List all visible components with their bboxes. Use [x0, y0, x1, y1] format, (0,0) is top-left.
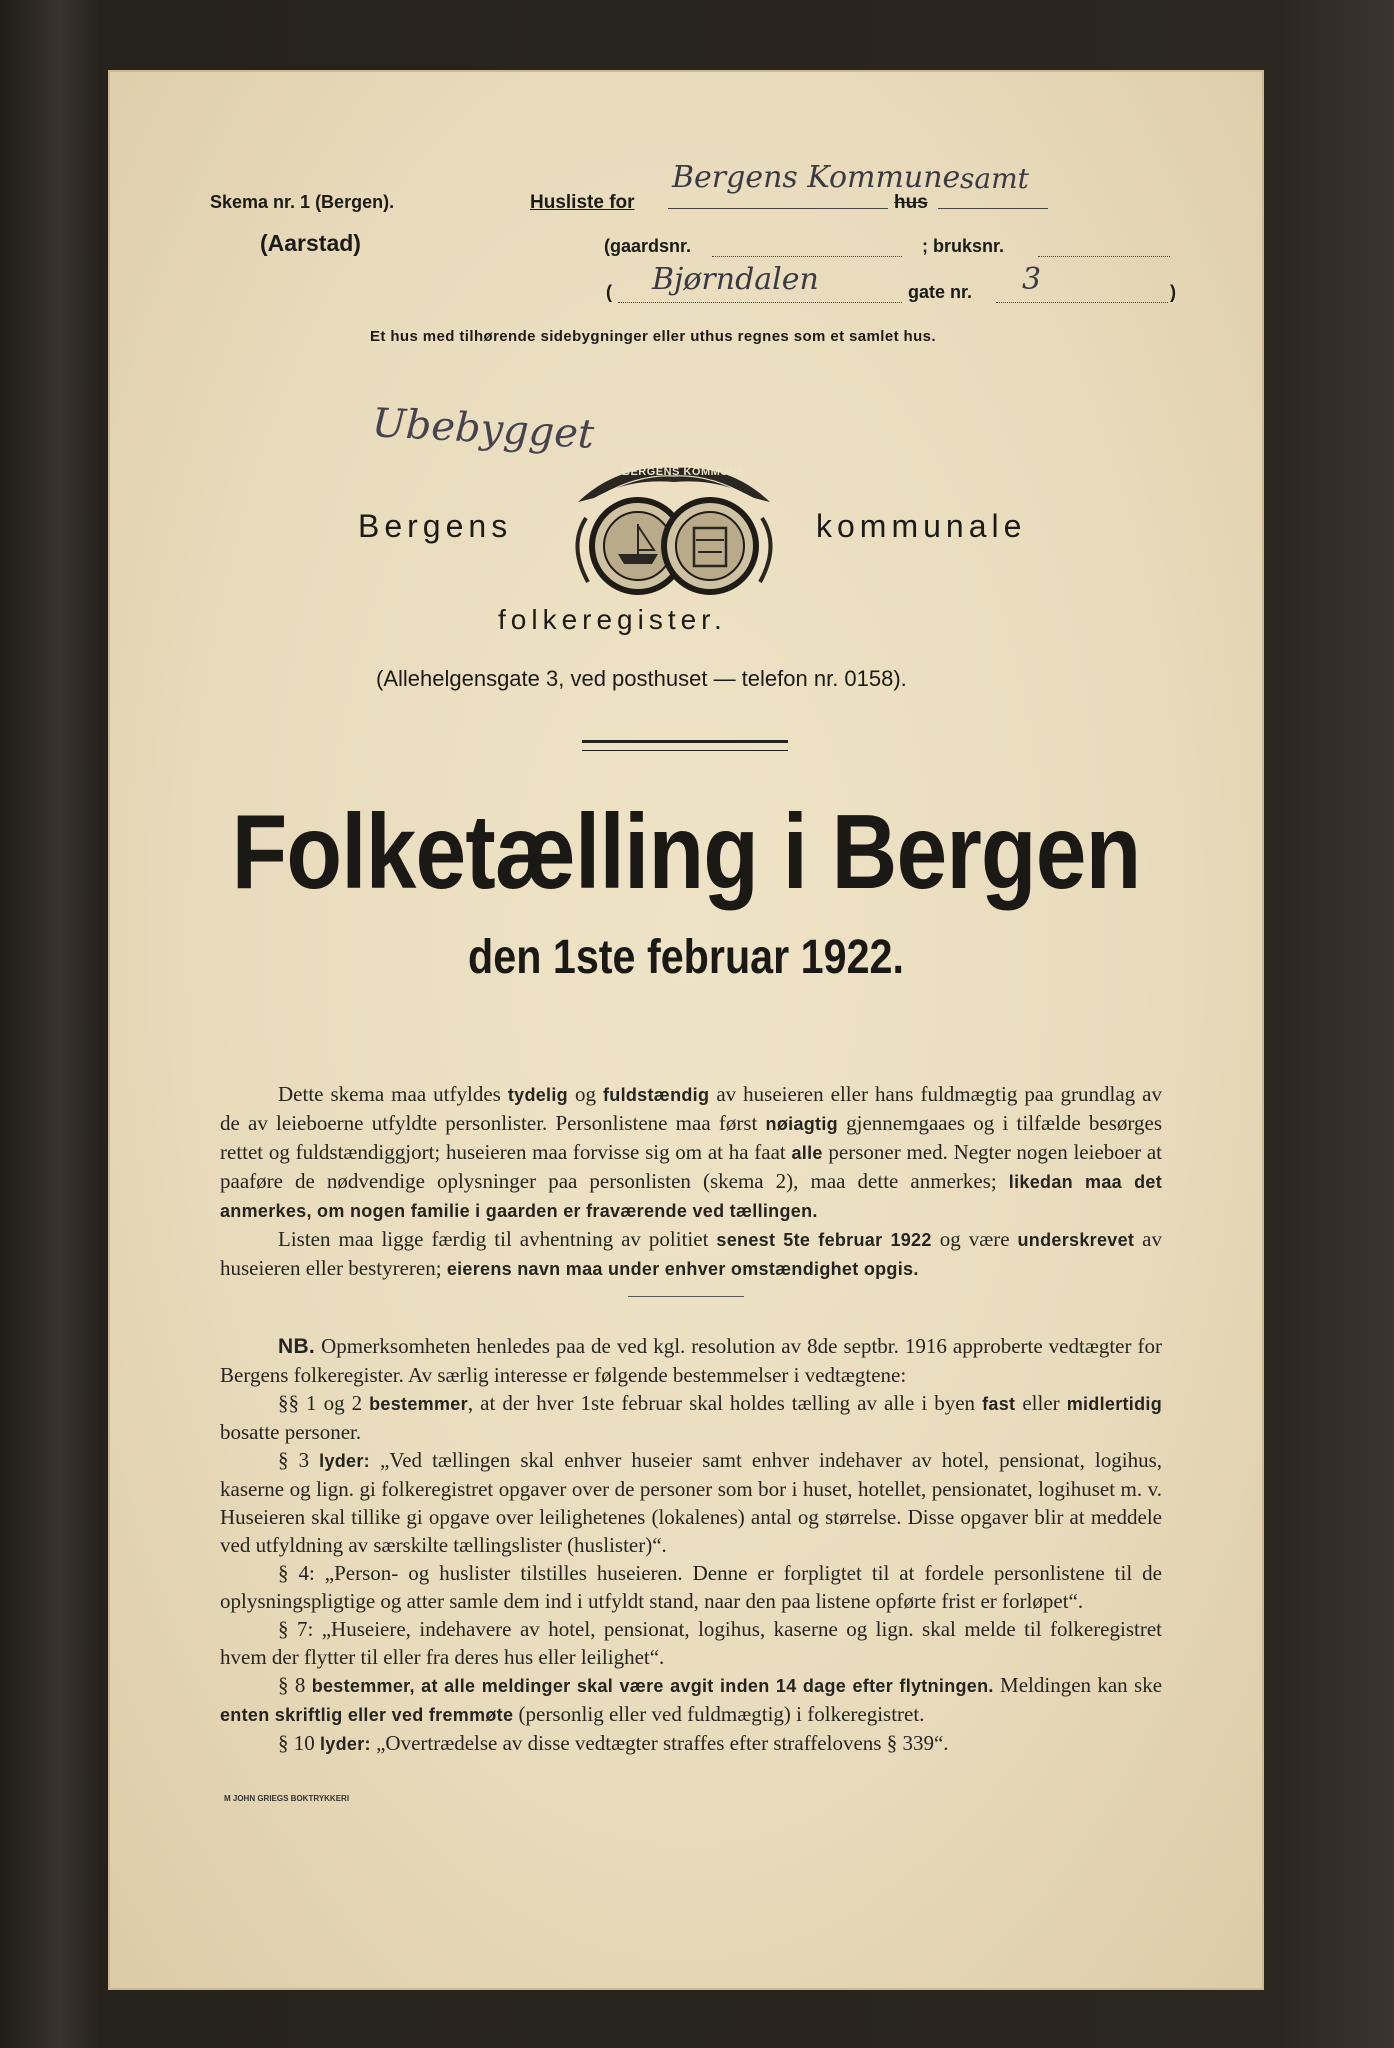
- nb-paragraph-1: §§ 1 og 2 bestemmer, at der hver 1ste februar skal holdes tælling av alle i byen fast eller midlertidig bosatte personer.: [220, 1391, 1162, 1444]
- nb-paragraph-2: § 3 lyder: „Ved tællingen skal enhver huseier samt enhver indehaver av hotel, pensionat, logihus, kaserne og lign. gi folkeregistret opgaver over de personer som bor i huset, hotellet, pensionatet, logihuset m. v. Huseieren skal tillike gi opgave over leilighetenes (lokalenes) antal og størrelse. Disse opgaver blir at meddele ved utfyldning av særskilte tællingslister (huslister)“.: [220, 1448, 1162, 1557]
- registry-title-left: Bergens: [358, 508, 513, 544]
- instruction-paragraph-2: Listen maa ligge færdig til avhentning av politiet senest 5te februar 1922 og være underskrevet av huseieren eller bestyreren; eierens navn maa under enhver omstændighet opgis.: [220, 1227, 1162, 1280]
- gate-close-paren: ): [1170, 282, 1176, 302]
- husliste-owner-handwriting: Bergens Kommune: [672, 160, 961, 195]
- gate-label: gate nr.: [908, 282, 973, 302]
- street-open-paren: (: [606, 282, 612, 302]
- hus-handwriting: samt: [960, 162, 1029, 195]
- schema-number: Skema nr. 1 (Bergen).: [210, 192, 395, 212]
- gate-number-handwriting: 3: [1022, 262, 1042, 297]
- bruksnr-label: ; bruksnr.: [922, 236, 1005, 256]
- census-title: Folketælling i Bergen: [231, 793, 1141, 911]
- gaardsnr-label: (gaardsnr.: [604, 236, 692, 256]
- instructions-block: [220, 1080, 1162, 1283]
- printer-imprint: M JOHN GRIEGS BOKTRYKKERI: [224, 1794, 350, 1803]
- nb-paragraph-5: § 8 bestemmer, at alle meldinger skal være avgit inden 14 dage efter flytningen. Meldingen kan ske enten skriftlig eller ved fremmøte (personlig eller ved fuldmægtig) i folkeregistret.: [220, 1673, 1163, 1726]
- bergen-kommune-seal: [558, 454, 790, 604]
- nb-paragraph-6: § 10 lyder: „Overtrædelse av disse vedtægter straffes efter straffelovens § 339“.: [278, 1731, 949, 1755]
- nb-paragraph-3: § 4: „Person- og huslister tilstilles huseieren. Denne er forpligtet til at fordele personlistene til de oplysningspligtige og atter samle dem ind i utfyldt stand, naar den paa listene opførte frist er forløpet“.: [220, 1561, 1162, 1613]
- hus-field: [938, 162, 1048, 209]
- house-note: Et hus med tilhørende sidebygninger eller uthus regnes som et samlet hus.: [370, 328, 936, 345]
- nb-block: [220, 1332, 1162, 1758]
- ornamental-divider: [582, 740, 788, 751]
- seal-ribbon-text: BERGENS KOMMUNE: [622, 466, 746, 478]
- section-divider: [628, 1296, 744, 1297]
- census-date: den 1ste februar 1922.: [468, 931, 904, 984]
- handwritten-unbuilt-note: Ubebygget: [370, 400, 596, 458]
- census-form-sheet: [108, 70, 1264, 1990]
- street-handwriting: Bjørndalen: [652, 262, 819, 297]
- registry-subtitle: folkeregister.: [498, 604, 727, 635]
- registry-title-right: kommunale: [816, 508, 1027, 544]
- nb-paragraph-4: § 7: „Huseiere, indehavere av hotel, pensionat, logihus, kaserne og lign. skal melde til folkeregistret hvem der flytter til eller fra deres hus eller leilighet“.: [220, 1617, 1162, 1669]
- registry-address: (Allehelgensgate 3, ved posthuset — telefon nr. 0158).: [376, 666, 907, 691]
- nb-intro: NB. Opmerksomheten henledes paa de ved kgl. resolution av 8de septbr. 1916 approberte vedtægter for Bergens folkeregister. Av særlig interesse er følgende bestemmelser i vedtægtene:: [220, 1334, 1162, 1387]
- gaardsnr-field: [712, 236, 902, 257]
- street-field: [618, 262, 902, 303]
- hus-label: hus: [894, 192, 928, 213]
- bruksnr-field: [1038, 236, 1170, 257]
- district-label: (Aarstad): [260, 230, 361, 256]
- gate-number-field: [996, 262, 1168, 303]
- instruction-paragraph-1: Dette skema maa utfyldes tydelig og fuldstændig av huseieren eller hans fuldmægtig paa grundlag av de av leieboerne utfyldte personlister. Personlistene maa først nøiagtig gjennemgaaes og i tilfælde besørges rettet og fuldstændiggjort; huseieren maa forvisse sig om at ha faat alle personer med. Negter nogen leieboer at paaføre de nødvendige oplysninger paa personlisten (skema 2), maa dette anmerkes; likedan maa det anmerkes, om nogen familie i gaarden er fraværende ved tællingen.: [220, 1082, 1162, 1221]
- husliste-label: Husliste for: [530, 192, 635, 213]
